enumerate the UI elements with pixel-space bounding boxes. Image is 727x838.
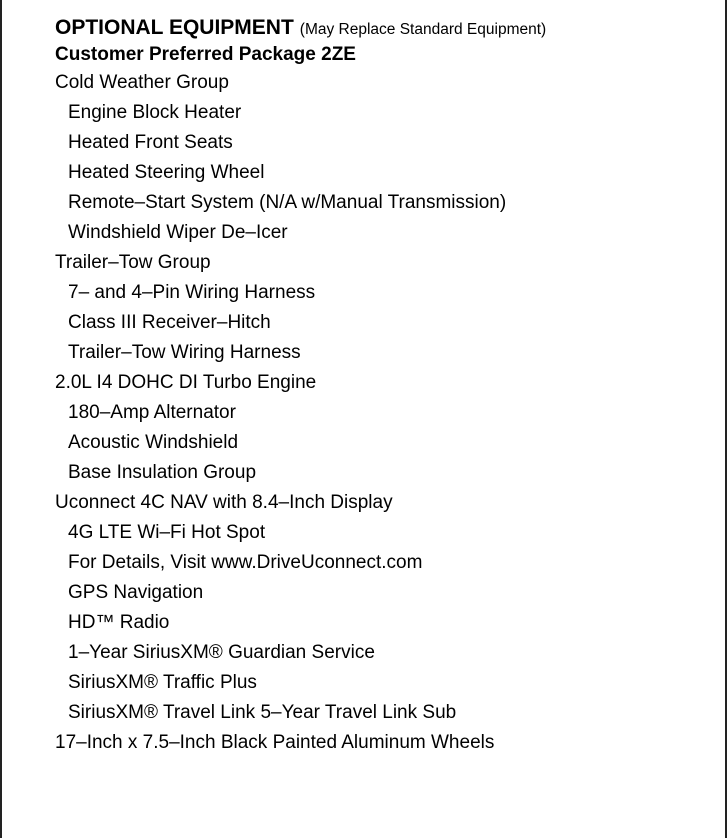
package-title: Customer Preferred Package 2ZE [55, 44, 356, 65]
equipment-group: Cold Weather Group [55, 72, 229, 93]
equipment-group: Trailer–Tow Group [55, 252, 211, 273]
equipment-item: SiriusXM® Traffic Plus [68, 672, 257, 693]
equipment-item: Trailer–Tow Wiring Harness [68, 342, 301, 363]
equipment-item: Heated Front Seats [68, 132, 233, 153]
equipment-item: Class III Receiver–Hitch [68, 312, 271, 333]
equipment-item: 7– and 4–Pin Wiring Harness [68, 282, 316, 303]
equipment-item: Acoustic Windshield [68, 432, 239, 453]
section-note: (May Replace Standard Equipment) [299, 21, 547, 38]
equipment-item: GPS Navigation [68, 582, 204, 603]
equipment-item: Base Insulation Group [68, 462, 257, 483]
equipment-group: 17–Inch x 7.5–Inch Black Painted Aluminum Wheels [55, 732, 495, 753]
optional-equipment-section [55, 14, 725, 758]
equipment-group: Uconnect 4C NAV with 8.4–Inch Display [55, 492, 393, 513]
equipment-item: Remote–Start System (N/A w/Manual Transmission) [68, 192, 507, 213]
equipment-item: 180–Amp Alternator [68, 402, 236, 423]
equipment-item: Heated Steering Wheel [68, 162, 265, 183]
equipment-item: HD™ Radio [68, 612, 170, 633]
equipment-item: Engine Block Heater [68, 102, 242, 123]
equipment-group: 2.0L I4 DOHC DI Turbo Engine [55, 372, 317, 393]
equipment-item: For Details, Visit www.DriveUconnect.com [68, 552, 423, 573]
section-title: OPTIONAL EQUIPMENT [55, 16, 294, 39]
equipment-item: SiriusXM® Travel Link 5–Year Travel Link Sub [68, 702, 457, 723]
equipment-list [55, 68, 725, 758]
equipment-item: Windshield Wiper De–Icer [68, 222, 288, 243]
equipment-item: 1–Year SiriusXM® Guardian Service [68, 642, 375, 663]
section-heading [55, 14, 725, 42]
equipment-item: 4G LTE Wi–Fi Hot Spot [68, 522, 266, 543]
